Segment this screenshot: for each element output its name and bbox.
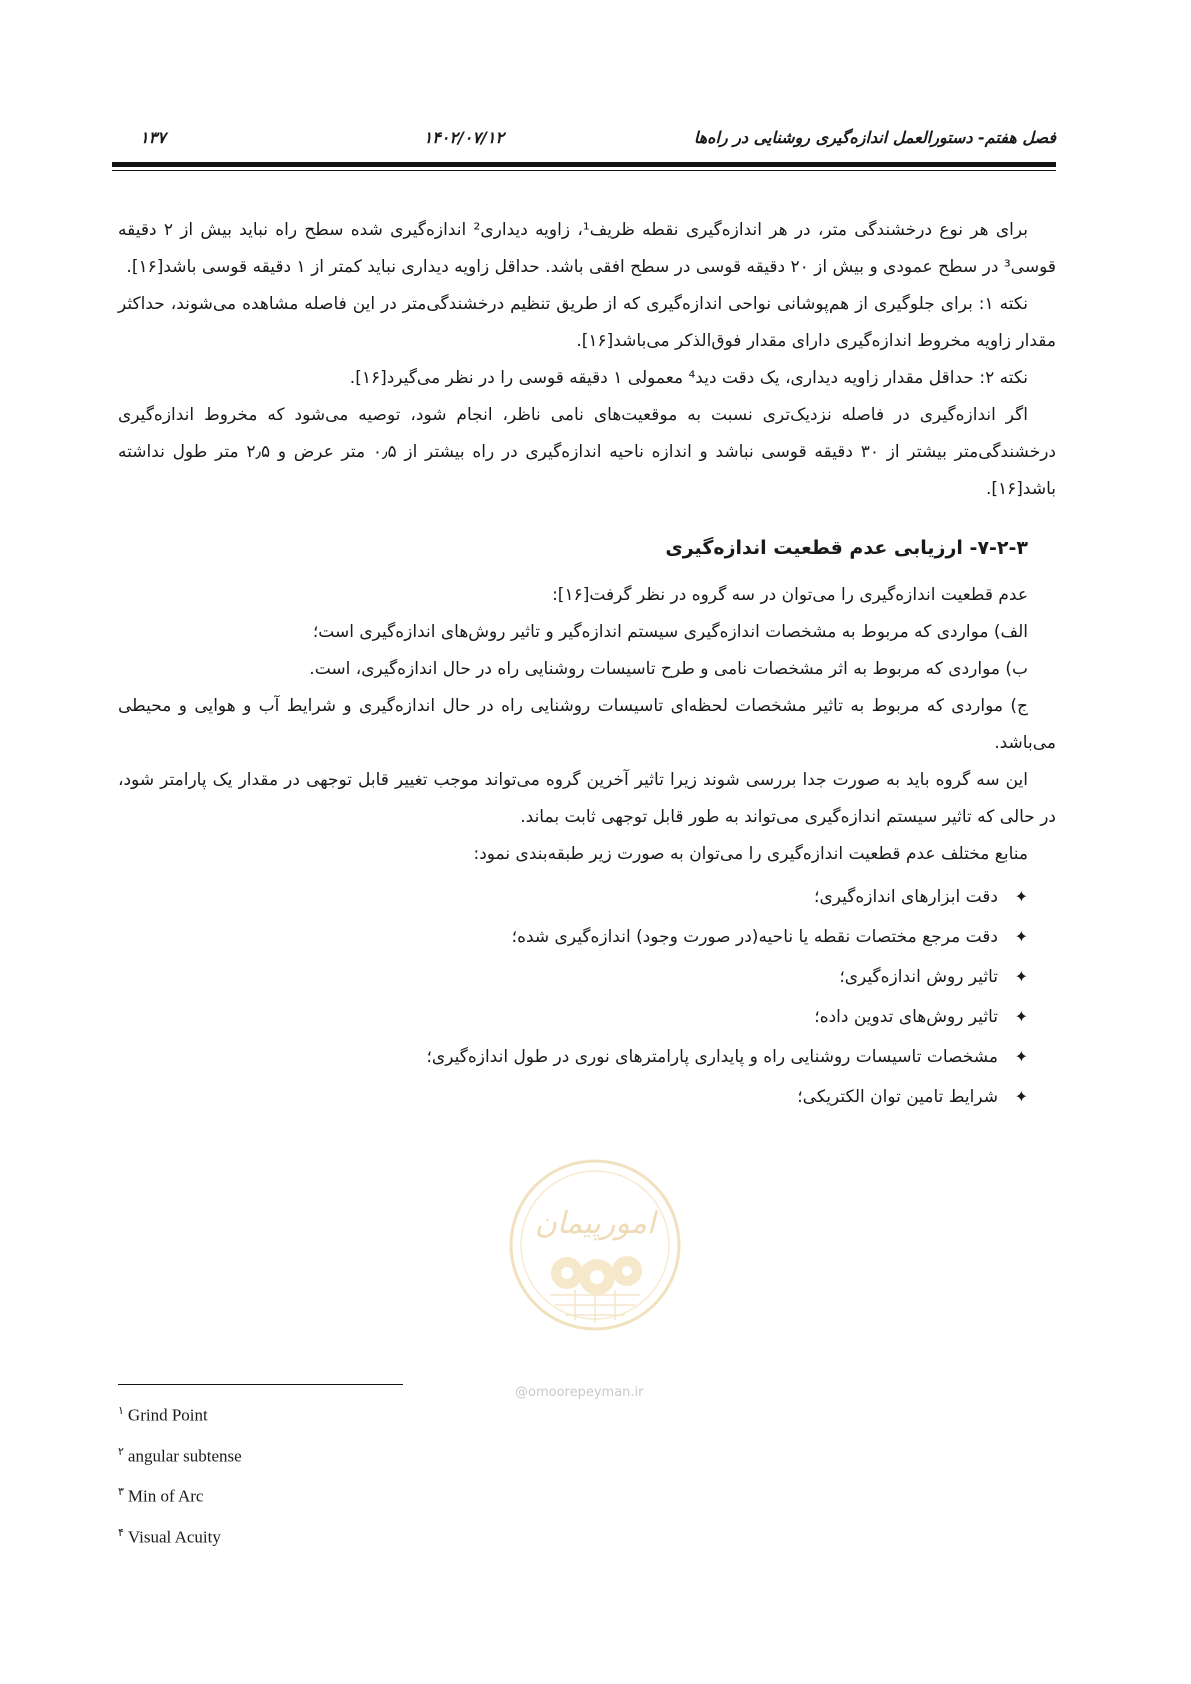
list-item bbox=[118, 877, 1028, 917]
list-item-text: دقت ابزارهای اندازه‌گیری؛ bbox=[814, 887, 998, 907]
uncertainty-sources-list bbox=[118, 877, 1056, 1117]
paragraph-close-distance: اگر اندازه‌گیری در فاصله نزدیک‌تری نسبت به موقعیت‌های نامی ناظر، انجام شود، توصیه می‌شود که مخروط اندازه‌گیری درخشندگی‌متر بیشتر از ۳۰ دقیقه قوسی نباشد و اندازه ناحیه اندازه‌گیری در راه بیشتر از ۰٫۵ متر عرض و ۲٫۵ متر طول نداشته باشد[۱۶]. bbox=[118, 405, 1056, 499]
star-bullet-icon: ✦ bbox=[1014, 967, 1028, 986]
list-item bbox=[118, 917, 1028, 957]
footnote-mark: ۲ bbox=[118, 1445, 124, 1458]
note-2: نکته ۲: حداقل مقدار زاویه دیداری، یک دقت دید⁴ معمولی ۱ دقیقه قوسی را در نظر می‌گیرد[۱۶]. bbox=[349, 368, 1028, 388]
watermark-logo-text: امورپیمان bbox=[534, 1206, 656, 1241]
watermark-logo-icon bbox=[505, 1155, 685, 1335]
list-item-text: مشخصات تاسیسات روشنایی راه و پایداری پارامترهای نوری در طول اندازه‌گیری؛ bbox=[426, 1047, 998, 1067]
list-item bbox=[118, 997, 1028, 1037]
section-heading: ۷-۲-۳- ارزیابی عدم قطعیت اندازه‌گیری bbox=[665, 537, 1028, 559]
list-item-text: دقت مرجع مختصات نقطه یا ناحیه(در صورت وجود) اندازه‌گیری شده؛ bbox=[511, 927, 998, 947]
footnote-mark: ۳ bbox=[118, 1486, 124, 1499]
watermark-url: @omoorepeyman.ir bbox=[515, 1385, 644, 1400]
page-header bbox=[112, 128, 1056, 158]
list-item-text: شرایط تامین توان الکتریکی؛ bbox=[797, 1087, 998, 1107]
footnote-rule bbox=[118, 1384, 403, 1385]
footnote-text: Visual Acuity bbox=[127, 1527, 221, 1547]
body-text bbox=[118, 212, 1056, 1117]
note-1: نکته ۱: برای جلوگیری از هم‌پوشانی نواحی اندازه‌گیری که از طریق تنظیم درخشندگی‌متر در این فاصله مشاهده می‌شوند، حداکثر مقدار زاویه مخروط اندازه‌گیری دارای مقدار فوق‌الذکر می‌باشد[۱۶]. bbox=[118, 294, 1056, 351]
list-item bbox=[118, 1037, 1028, 1077]
star-bullet-icon: ✦ bbox=[1014, 1007, 1028, 1026]
paragraph-sources: منابع مختلف عدم قطعیت اندازه‌گیری را می‌توان به صورت زیر طبقه‌بندی نمود: bbox=[473, 844, 1028, 864]
paragraph-groups-separate: این سه گروه باید به صورت جدا بررسی شوند زیرا تاثیر آخرین گروه می‌تواند موجب تغییر قابل توجهی در مقدار یک پارامتر شود، در حالی که تاثیر سیستم اندازه‌گیری می‌تواند به طور قابل توجهی ثابت بماند. bbox=[118, 770, 1056, 827]
footnote-mark: ۴ bbox=[118, 1526, 124, 1539]
star-bullet-icon: ✦ bbox=[1014, 927, 1028, 946]
footnotes bbox=[118, 1393, 242, 1556]
star-bullet-icon: ✦ bbox=[1014, 1047, 1028, 1066]
header-date: ۱۴۰۲/۰۷/۱۲ bbox=[423, 128, 504, 147]
page-number: ۱۳۷ bbox=[140, 128, 166, 147]
footnote bbox=[118, 1474, 242, 1515]
footnote-text: Grind Point bbox=[127, 1405, 208, 1425]
uncertainty-group-b: ب) مواردی که مربوط به اثر مشخصات نامی و طرح تاسیسات روشنایی راه در حال اندازه‌گیری، است. bbox=[309, 659, 1028, 679]
footnote bbox=[118, 1393, 242, 1434]
footnote bbox=[118, 1515, 242, 1556]
header-rule bbox=[112, 162, 1056, 167]
section-intro: عدم قطعیت اندازه‌گیری را می‌توان در سه گروه در نظر گرفت[۱۶]: bbox=[552, 585, 1028, 605]
footnote-text: Min of Arc bbox=[127, 1486, 204, 1506]
footnote bbox=[118, 1434, 242, 1475]
star-bullet-icon: ✦ bbox=[1014, 1087, 1028, 1106]
list-item-text: تاثیر روش‌های تدوین داده؛ bbox=[814, 1007, 998, 1027]
footnote-text: angular subtense bbox=[127, 1446, 242, 1466]
list-item bbox=[118, 957, 1028, 997]
footnote-mark: ۱ bbox=[118, 1405, 124, 1417]
star-bullet-icon: ✦ bbox=[1014, 887, 1028, 906]
paragraph-viewing-angle: برای هر نوع درخشندگی متر، در هر اندازه‌گیری نقطه ظریف¹، زاویه دیداری² اندازه‌گیری شده سطح راه نباید بیش از ۲ دقیقه قوسی³ در سطح عمودی و بیش از ۲۰ دقیقه قوسی در سطح افقی باشد. حداقل زاویه دیداری نباید کمتر از ۱ دقیقه قوسی باشد[۱۶]. bbox=[118, 220, 1056, 277]
uncertainty-group-a: الف) مواردی که مربوط به مشخصات اندازه‌گیری سیستم اندازه‌گیر و تاثیر روش‌های اندازه‌گیری است؛ bbox=[312, 622, 1028, 642]
list-item bbox=[118, 1077, 1028, 1117]
header-title: فصل هفتم- دستورالعمل اندازه‌گیری روشنایی در راه‌ها bbox=[693, 128, 1056, 147]
uncertainty-group-c: ج) مواردی که مربوط به تاثیر مشخصات لحظه‌ای تاسیسات روشنایی راه در حال اندازه‌گیری و شرایط آب و هوایی و محیطی می‌باشد. bbox=[118, 696, 1056, 753]
list-item-text: تاثیر روش اندازه‌گیری؛ bbox=[839, 967, 998, 987]
